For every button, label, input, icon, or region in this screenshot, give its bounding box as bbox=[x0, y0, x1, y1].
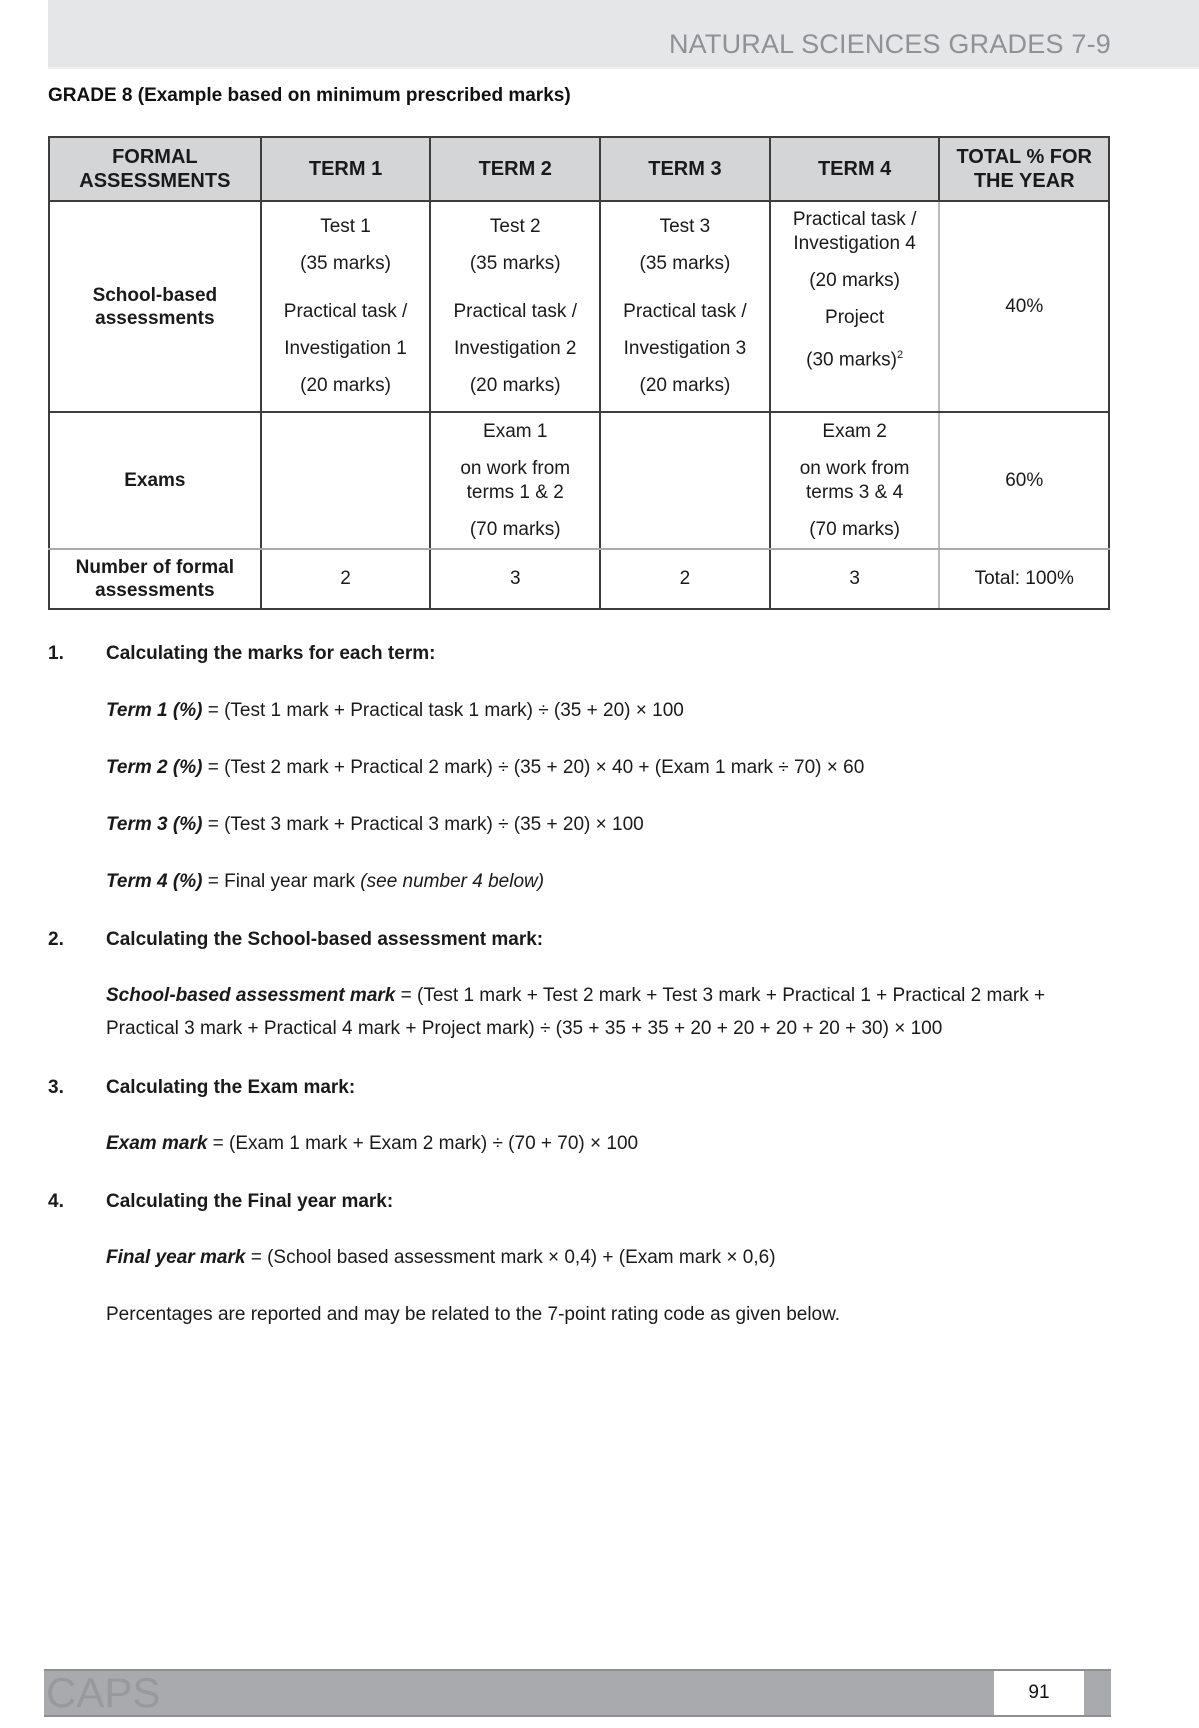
formula-term4: Term 4 (%) = Final year mark (see number 4 below) bbox=[106, 871, 545, 892]
cell-sba-term3: Test 3 (35 marks) Practical task / Investigation 3 (20 marks) bbox=[600, 201, 770, 412]
col-header-term4: TERM 4 bbox=[770, 137, 940, 201]
header-title: NATURAL SCIENCES GRADES 7-9 bbox=[668, 29, 1111, 59]
footnote-marker: 2 bbox=[896, 349, 904, 361]
cell-sba-term4: Practical task / Investigation 4 (20 marks) Project (30 marks)$^2$ bbox=[770, 201, 940, 412]
assessment-table bbox=[48, 136, 1110, 610]
col-header-total: TOTAL % FOR THE YEAR bbox=[939, 137, 1109, 201]
section-title: Calculating the School-based assessment mark: bbox=[106, 929, 544, 950]
col-header-formal: FORMAL ASSESSMENTS bbox=[49, 137, 261, 201]
section-heading: GRADE 8 (Example based on minimum prescribed marks) bbox=[48, 85, 571, 106]
col-header-term2: TERM 2 bbox=[430, 137, 600, 201]
row-label-school-based: School-based assessments bbox=[49, 201, 261, 412]
formula-sba: School-based assessment mark = (Test 1 mark + Test 2 mark + Test 3 mark + Practical 1 + Practical 2 mark + Practical 3 mark + Practical 4 mark + Project mark) ÷ (35 + 35 + 35 + 20 + 20 + 20 + 20 + 30) × 100 bbox=[106, 985, 1046, 1039]
footer-brand: CAPS bbox=[46, 1669, 161, 1716]
cell-sba-total: 40% bbox=[939, 201, 1109, 412]
formula-final: Final year mark = (School based assessment mark × 0,4) + (Exam mark × 0,6) bbox=[106, 1247, 776, 1268]
cell-exams-total: 60% bbox=[939, 412, 1109, 549]
row-label-exams: Exams bbox=[49, 412, 261, 549]
cell-count-term4: 3 bbox=[770, 549, 940, 609]
col-header-term1: TERM 1 bbox=[261, 137, 431, 201]
cell-sba-term2: Test 2 (35 marks) Practical task / Investigation 2 (20 marks) bbox=[430, 201, 600, 412]
cell-count-term2: 3 bbox=[430, 549, 600, 609]
page-number: 91 bbox=[994, 1671, 1084, 1715]
section-number: 1. bbox=[48, 643, 64, 664]
cell-count-term1: 2 bbox=[261, 549, 431, 609]
rating-note: Percentages are reported and may be related to the 7-point rating code as given below. bbox=[106, 1304, 841, 1325]
cell-exams-term4: Exam 2 on work from terms 3 & 4 (70 marks) bbox=[770, 412, 940, 549]
table-header-row bbox=[49, 137, 1109, 201]
formula-term2: Term 2 (%) = (Test 2 mark + Practical 2 mark) ÷ (35 + 20) × 40 + (Exam 1 mark ÷ 70) × 60 bbox=[106, 757, 865, 778]
formula-exam: Exam mark = (Exam 1 mark + Exam 2 mark) ÷ (70 + 70) × 100 bbox=[106, 1133, 639, 1154]
formula-term3: Term 3 (%) = (Test 3 mark + Practical 3 mark) ÷ (35 + 20) × 100 bbox=[106, 814, 644, 835]
formula-term1: Term 1 (%) = (Test 1 mark + Practical task 1 mark) ÷ (35 + 20) × 100 bbox=[106, 700, 684, 721]
section-title: Calculating the Exam mark: bbox=[106, 1077, 356, 1098]
page-header bbox=[48, 0, 1199, 69]
cell-sba-term1: Test 1 (35 marks) Practical task / Investigation 1 (20 marks) bbox=[261, 201, 431, 412]
section-number: 3. bbox=[48, 1077, 64, 1098]
cell-exams-term2: Exam 1 on work from terms 1 & 2 (70 marks) bbox=[430, 412, 600, 549]
table-row-count bbox=[49, 549, 1109, 609]
section-title: Calculating the marks for each term: bbox=[106, 643, 436, 664]
cell-exams-term3 bbox=[600, 412, 770, 549]
cell-count-term3: 2 bbox=[600, 549, 770, 609]
row-label-count: Number of formal assessments bbox=[49, 549, 261, 609]
section-number: 2. bbox=[48, 929, 64, 950]
section-title: Calculating the Final year mark: bbox=[106, 1191, 394, 1212]
table-row-exams bbox=[49, 412, 1109, 549]
page-footer bbox=[44, 1669, 1111, 1717]
cell-count-total: Total: 100% bbox=[939, 549, 1109, 609]
table-row-school-based bbox=[49, 201, 1109, 412]
section-number: 4. bbox=[48, 1191, 64, 1212]
col-header-term3: TERM 3 bbox=[600, 137, 770, 201]
cell-exams-term1 bbox=[261, 412, 431, 549]
